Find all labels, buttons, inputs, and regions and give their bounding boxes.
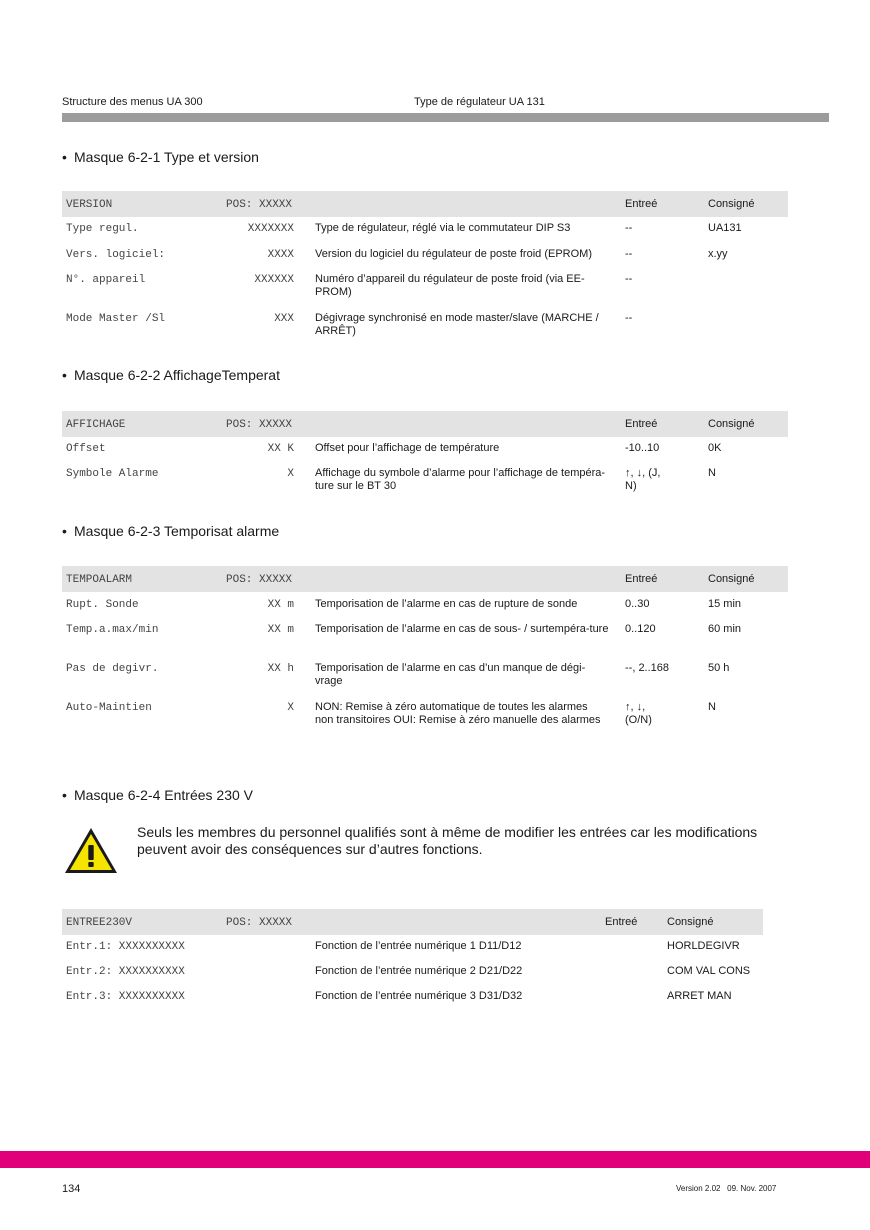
table-header-name: AFFICHAGE — [66, 419, 126, 431]
row-desc: Temporisation de l’alarme en cas de rupture de sonde — [315, 598, 578, 610]
section-title-text: Masque 6-2-3 Temporisat alarme — [74, 523, 280, 539]
row-consigne: UA131 — [708, 222, 742, 234]
row-desc: Temporisation de l’alarme en cas de sous- / surtempéra-ture — [315, 623, 609, 635]
row-value: XX K — [267, 443, 294, 455]
table-header-consigne: Consigné — [667, 916, 714, 928]
row-param: Offset — [66, 443, 106, 455]
page-number: 134 — [62, 1183, 81, 1195]
row-value: XXXX — [267, 249, 294, 261]
row-param: Entr.2: XXXXXXXXXX — [66, 966, 185, 978]
row-consigne: 60 min — [708, 623, 742, 635]
row-desc: Fonction de l’entrée numérique 3 D31/D32 — [315, 990, 523, 1002]
section-title-text: Masque 6-2-4 Entrées 230 V — [74, 787, 253, 803]
row-consigne: N — [708, 467, 716, 479]
section-title-text: Masque 6-2-2 AffichageTemperat — [74, 367, 280, 383]
table-header-name: TEMPOALARM — [66, 574, 133, 586]
row-entree: ↑, ↓, (O/N) — [625, 701, 652, 726]
table-header-entree: Entreé — [625, 573, 658, 585]
row-entree: 0..120 — [625, 623, 656, 635]
table-header-entree: Entreé — [625, 418, 658, 430]
row-value: XXXXXX — [254, 274, 294, 286]
row-desc: Version du logiciel du régulateur de poste froid (EPROM) — [315, 248, 592, 260]
row-entree: -- — [625, 248, 633, 260]
table-header — [62, 411, 788, 437]
row-entree: 0..30 — [625, 598, 650, 610]
row-desc: Affichage du symbole d’alarme pour l’affichage de tempéra-ture sur le BT 30 — [315, 467, 606, 492]
row-value: XXXXXXX — [247, 223, 294, 235]
footer-bar — [0, 1151, 870, 1168]
row-entree: -- — [625, 312, 633, 324]
row-desc: Dégivrage synchronisé en mode master/slave (MARCHE / ARRÊT) — [315, 312, 599, 337]
row-desc: Type de régulateur, réglé via le commutateur DIP S3 — [315, 222, 571, 234]
warning-text: Seuls les membres du personnel qualifiés sont à même de modifier les entrées car les modifications peuvent avoir des conséquences sur d’autres fonctions. — [137, 824, 758, 857]
table-header — [62, 909, 763, 935]
section-title-text: Masque 6-2-1 Type et version — [74, 149, 259, 165]
row-consigne: N — [708, 701, 716, 713]
row-consigne: HORLDEGIVR — [667, 940, 740, 952]
row-consigne: 50 h — [708, 662, 730, 674]
row-desc: Offset pour l’affichage de température — [315, 442, 500, 454]
table-header-pos: POS: XXXXX — [226, 199, 293, 211]
row-entree: ↑, ↓, (J, N) — [625, 467, 661, 492]
section-title-1: • Masque 6-2-1 Type et version — [62, 149, 259, 165]
row-consigne: 15 min — [708, 598, 742, 610]
row-param: Pas de degivr. — [66, 663, 159, 675]
section-title-4: • Masque 6-2-4 Entrées 230 V — [62, 787, 253, 803]
row-desc: Fonction de l’entrée numérique 1 D11/D12 — [315, 940, 522, 952]
table-header-pos: POS: XXXXX — [226, 917, 293, 929]
table-header-consigne: Consigné — [708, 573, 755, 585]
row-param: Rupt. Sonde — [66, 599, 139, 611]
table-header-entree: Entreé — [625, 198, 658, 210]
section-title-2: • Masque 6-2-2 AffichageTemperat — [62, 367, 280, 383]
row-value: XX m — [267, 624, 294, 636]
table-header-pos: POS: XXXXX — [226, 574, 293, 586]
row-desc: Numéro d’appareil du régulateur de poste froid (via EE-PROM) — [315, 273, 585, 298]
header-bar — [62, 113, 829, 122]
header-left: Structure des menus UA 300 — [62, 96, 203, 108]
row-param: Auto-Maintien — [66, 702, 152, 714]
row-value: XX h — [267, 663, 294, 675]
row-param: Vers. logiciel: — [66, 249, 166, 261]
table-header-name: VERSION — [66, 199, 113, 211]
row-consigne: x.yy — [708, 248, 728, 260]
table-header — [62, 191, 788, 217]
row-value: XX m — [267, 599, 294, 611]
row-param: Entr.3: XXXXXXXXXX — [66, 991, 185, 1003]
table-header-name: ENTREE230V — [66, 917, 133, 929]
version-info: Version 2.02 09. Nov. 2007 — [676, 1184, 777, 1193]
warning-icon — [63, 826, 119, 881]
row-entree: -- — [625, 222, 633, 234]
row-param: Mode Master /Sl — [66, 313, 166, 325]
row-desc: Temporisation de l’alarme en cas d’un manque de dégi-vrage — [315, 662, 586, 687]
row-desc: NON: Remise à zéro automatique de toutes les alarmes non transitoires OUI: Remise à zéro manuelle des alarmes — [315, 701, 601, 726]
row-param: Temp.a.max/min — [66, 624, 159, 636]
table-header-pos: POS: XXXXX — [226, 419, 293, 431]
row-consigne: COM VAL CONS — [667, 965, 751, 977]
row-value: X — [287, 702, 294, 714]
section-title-3: • Masque 6-2-3 Temporisat alarme — [62, 523, 280, 539]
row-consigne: 0K — [708, 442, 722, 454]
row-consigne: ARRET MAN — [667, 990, 732, 1002]
row-param: Type regul. — [66, 223, 139, 235]
row-value: XXX — [274, 313, 294, 325]
table-header-consigne: Consigné — [708, 418, 755, 430]
row-entree: -10..10 — [625, 442, 660, 454]
table-header-consigne: Consigné — [708, 198, 755, 210]
row-param: Entr.1: XXXXXXXXXX — [66, 941, 185, 953]
row-param: N°. appareil — [66, 274, 146, 286]
table-header-entree: Entreé — [605, 916, 638, 928]
table-header — [62, 566, 788, 592]
row-entree: -- — [625, 273, 633, 285]
row-entree: --, 2..168 — [625, 662, 670, 674]
row-value: X — [287, 468, 294, 480]
header-center: Type de régulateur UA 131 — [414, 96, 545, 108]
row-desc: Fonction de l’entrée numérique 2 D21/D22 — [315, 965, 523, 977]
row-param: Symbole Alarme — [66, 468, 159, 480]
